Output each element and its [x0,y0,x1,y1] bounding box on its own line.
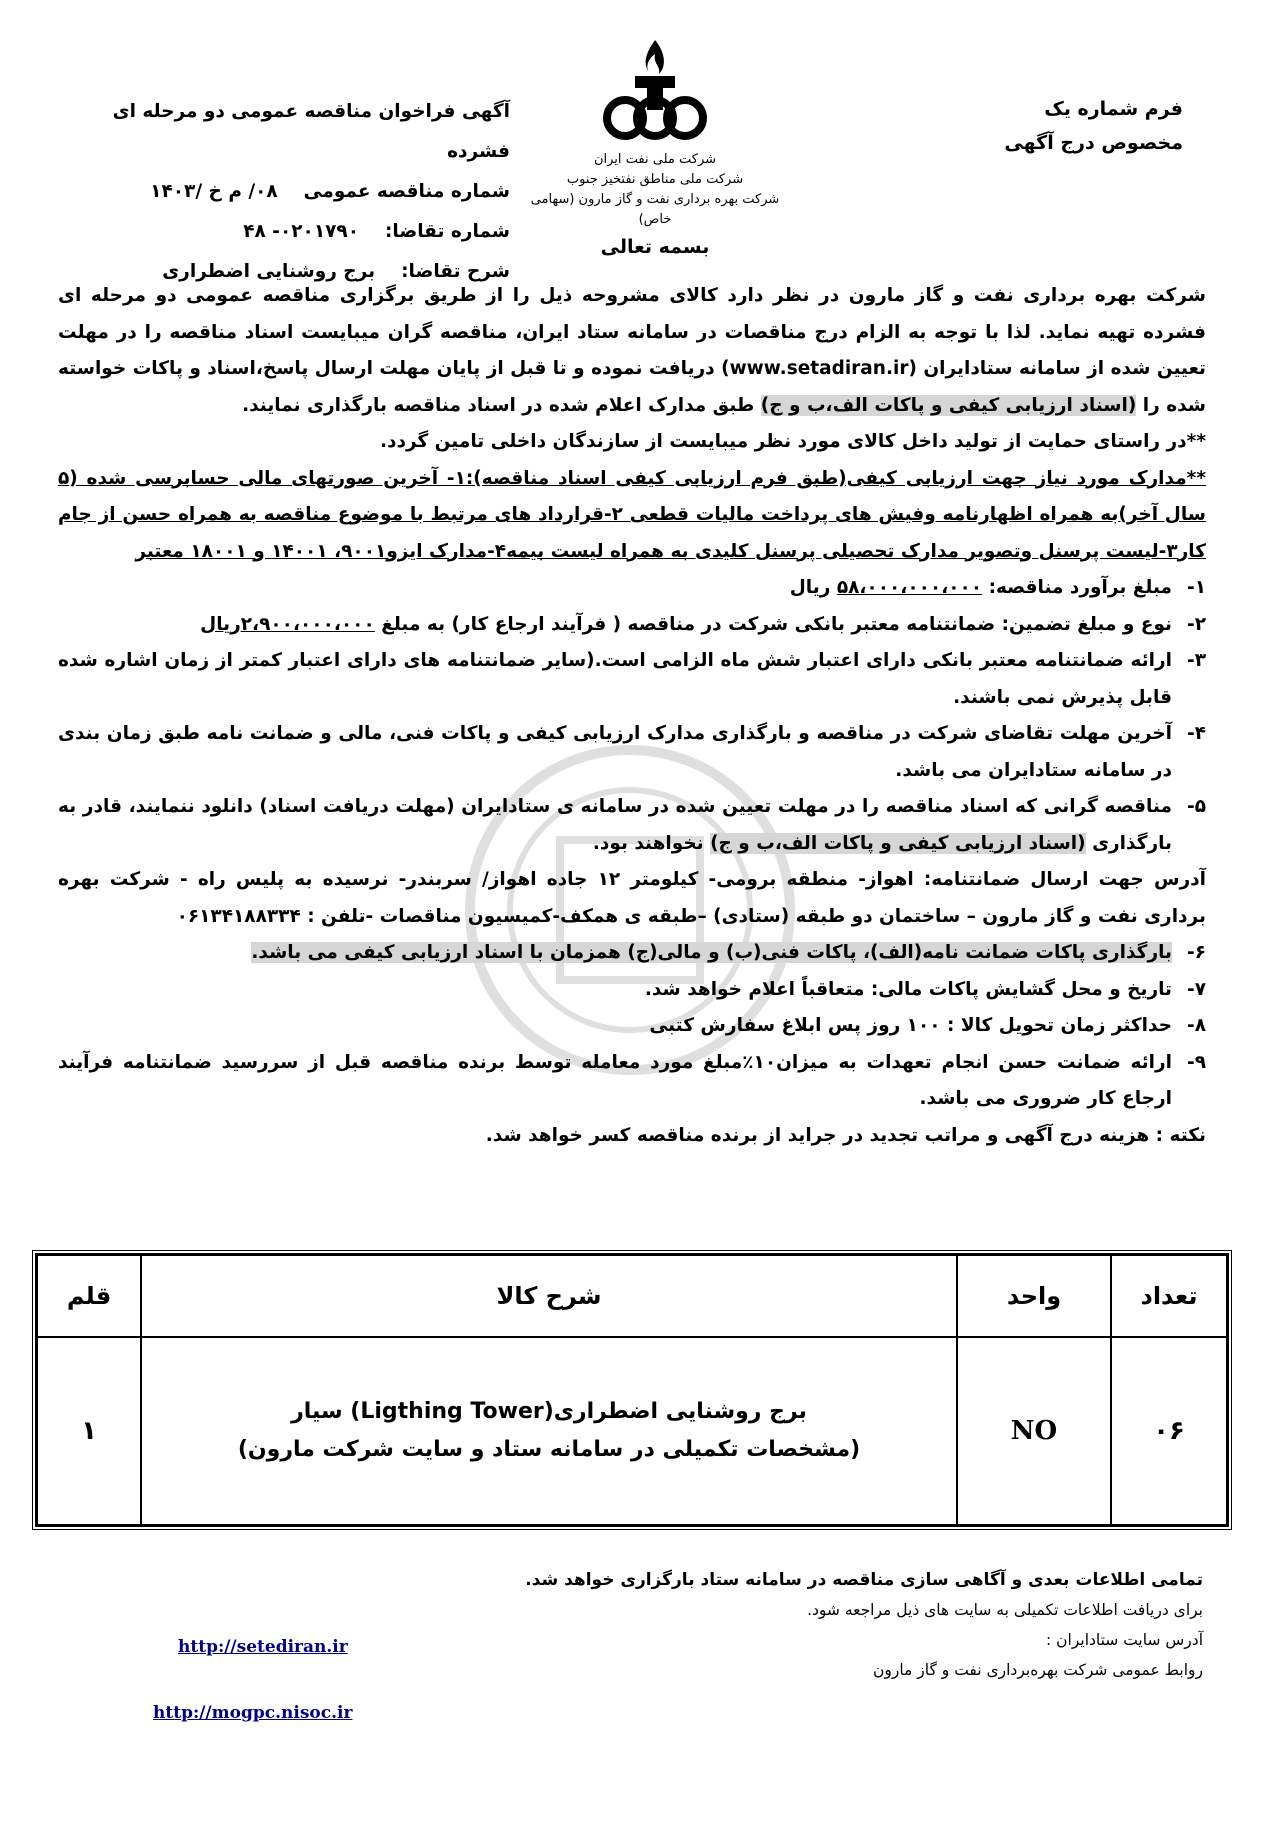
table-row [37,1337,1227,1525]
item-number: ۳- [1187,650,1206,671]
cell-qty: ۰۶ [1111,1337,1227,1525]
col-item: قلم [37,1255,141,1337]
item-text: تاریخ و محل گشایش پاکات مالی: متعاقباً اعلام خواهد شد. [644,978,1172,1000]
list-item [58,935,1206,972]
request-desc-value: برج روشنایی اضطراری [162,261,376,282]
notice-title: آگهی فراخوان مناقصه عمومی دو مرحله ای فشرده [112,101,510,162]
tender-number-value: ۰۸/ م خ /۱۴۰۳ [150,181,278,202]
item-text: آخرین مهلت تقاضای شرکت در مناقصه و بارگذاری مدارک ارزیابی کیفی و پاکات فنی، مالی و ضمانت نامه طبق زمان بندی در سامانه ستادایران می باشد. [58,723,1172,781]
goods-table [32,1250,1232,1530]
request-number-row [110,212,510,252]
list-item [58,1045,1206,1118]
item-text-part: نخواهند بود. [592,832,704,854]
guarantee-address: آدرس جهت ارسال ضمانتنامه: اهواز- منطقه برومی- کیلومتر ۱۲ جاده اهواز/ سربندر- نرسیده به پلیس راه - شرکت بهره برداری نفت و گاز مارون – ساختمان دو طبقه (ستادی) –طبقه ی همکف-کمیسیون مناقصات -تلفن : ۰۶۱۳۴۱۸۸۳۳۴ [58,869,1206,927]
list-item [58,789,1206,862]
intro-text-1: شرکت بهره برداری نفت و گاز مارون در نظر دارد کالای مشروحه ذیل را از طریق برگزاری مناقصه عمومی دو مرحله ای فشرده تهیه نماید. لذا با توجه به الزام درج مناقصات در سامانه ستاد ایران، مناقصه گران میبایست اسناد مناقصه را در مهلت تعیین شده از سامانه ستادایران [58,285,1206,379]
list-item [58,1008,1206,1045]
item-number: ۸- [1187,1015,1206,1036]
cell-item: ۱ [37,1337,141,1525]
form-number-block [1004,92,1183,160]
intro-text-3: طبق مدارک اعلام شده در اسناد مناقصه بارگذاری نمایند. [242,394,755,416]
footnote: نکته : هزینه درج آگهی و مراتب تجدید در جراید از برنده مناقصه کسر خواهد شد. [485,1124,1206,1146]
col-qty: تعداد [1111,1255,1227,1337]
item-text [58,570,1172,607]
guarantee-value: ۲،۹۰۰،۰۰۰،۰۰۰ریال [200,613,375,635]
list-item [58,570,1206,607]
item-number: ۵- [1187,796,1206,817]
item-number: ۹- [1187,1051,1206,1073]
notice-body [58,278,1206,1154]
logo-company-1: شرکت ملی نفت ایران [593,152,717,167]
estimate-label: مبلغ برآورد مناقصه: [988,577,1172,598]
tender-number-row [110,172,510,212]
item-number: ۷- [1187,978,1206,1000]
item-number: ۴- [1187,723,1206,744]
col-unit: واحد [957,1255,1111,1337]
nioc-logo-icon [595,36,715,146]
item-text: بارگذاری پاکات ضمانت نامه(الف)، پاکات فنی(ب) و مالی(ج) همزمان با اسناد ارزیابی کیفی می باشد. [251,942,1172,963]
item-text: ارائه ضمانتنامه معتبر بانکی دارای اعتبار شش ماه الزامی است.(سایر ضمانتنامه های دارای اعتبار کمتر از زمان اشاره شده قابل پذیرش نمی باشند. [58,650,1172,708]
table-header-row [37,1255,1227,1337]
list-item [58,607,1206,644]
intro-paragraph [58,278,1206,424]
request-desc-label: شرح تقاضا: [401,261,510,282]
footer-line-3: آدرس سایت ستادایران : [1045,1631,1203,1649]
col-desc: شرح کالا [141,1255,957,1337]
item-text: ارائه ضمانت حسن انجام تعهدات به میزان۱۰٪مبلغ مورد معامله توسط برنده مناقصه قبل از سررسید ضمانتنامه فرآیند ارجاع کار ضروری می باشد. [58,1051,1172,1109]
footer-info [403,1565,1203,1685]
list-item [58,643,1206,716]
desc-line-1: برج روشنایی اضطراری(Ligthing Tower) سیار [291,1399,807,1424]
request-number-label: شماره تقاضا: [385,221,510,242]
item-number: ۲- [1187,613,1206,635]
logo-company-3: شرکت بهره برداری نفت و گاز مارون (سهامی خاص) [530,192,780,227]
estimate-value: ۵۸،۰۰۰،۰۰۰،۰۰۰ [836,577,983,598]
company-site-link[interactable]: http://mogpc.nisoc.ir [153,1703,353,1723]
item-number: ۶- [1187,942,1206,963]
tender-header-info [110,92,510,292]
list-item [58,716,1206,789]
item-highlight: (اسناد ارزیابی کیفی و پاکات الف،ب و ج) [710,832,1086,854]
intro-site: (www.setadiran.ir) [721,358,917,379]
note-required-docs: **مدارک مورد نیاز جهت ارزیابی کیفی(طبق فرم ارزیابی کیفی اسناد مناقصه):۱- آخرین صورتهای مالی حسابرسی شده (۵ سال آخر)به همراه اظهارنامه وفیش های پرداخت مالیات قطعی ۲-قرارداد های مرتبط با موضوع مناقصه به همراه حسن از جام کار۳-لیست پرسنل وتصویر مدارک تحصیلی پرسنل کلیدی به همراه لیست بیمه۴-مدارک ایزو۹۰۰۱، ۱۴۰۰۱ و ۱۸۰۰۱ معتبر [58,467,1207,562]
item-text [58,789,1172,862]
footer-line-4: روابط عمومی شرکت بهره‌برداری نفت و گاز مارون [872,1661,1203,1679]
cell-desc [141,1337,957,1525]
form-number: فرم شماره یک [1044,98,1183,120]
footer-line-2: برای دریافت اطلاعات تکمیلی به سایت های ذیل مراجعه شود. [807,1601,1203,1619]
item-text [58,607,1172,644]
tender-number-label: شماره مناقصه عمومی [303,181,510,202]
request-number-value: ۰۲۰۱۷۹۰- ۴۸ [243,221,360,242]
cell-unit: NO [957,1337,1111,1525]
company-logo-block [520,36,790,258]
estimate-unit: ریال [789,577,831,598]
desc-line-2: (مشخصات تکمیلی در سامانه ستاد و سایت شرکت مارون) [237,1437,861,1462]
intro-highlight: (اسناد ارزیابی کیفی و پاکات الف،ب و ج) [760,394,1137,416]
bismillah: بسمه تعالی [600,236,710,258]
guarantee-label: نوع و مبلغ تضمین: ضمانتنامه معتبر بانکی شرکت در مناقصه ( فرآیند ارجاع کار) به مبلغ [381,613,1172,635]
form-purpose: مخصوص درج آگهی [1004,132,1183,154]
item-text-part: مناقصه گرانی که اسناد مناقصه را در مهلت تعیین شده در سامانه ی ستادایران (مهلت دریافت اسناد) دانلود ننمایند، قادر به بارگذاری [58,796,1172,854]
list-item [58,972,1206,1009]
item-text: حداکثر زمان تحویل کالا : ۱۰۰ روز پس ابلاغ سفارش کتبی [649,1015,1172,1036]
note-support: **در راستای حمایت از تولید داخل کالای مورد نظر میبایست از سازندگان داخلی تامین گردد. [379,431,1206,452]
footer-line-1: تمامی اطلاعات بعدی و آگاهی سازی مناقصه در سامانه ستاد بارگزاری خواهد شد. [525,1570,1203,1590]
setadiran-link[interactable]: http://setediran.ir [178,1637,348,1657]
logo-company-2: شرکت ملی مناطق نفتخیز جنوب [566,172,744,187]
intro-text-2: دریافت نموده و تا قبل از پایان مهلت ارسال پاسخ،اسناد و پاکات خواسته شده را [58,358,1206,416]
item-number: ۱- [1187,577,1206,598]
